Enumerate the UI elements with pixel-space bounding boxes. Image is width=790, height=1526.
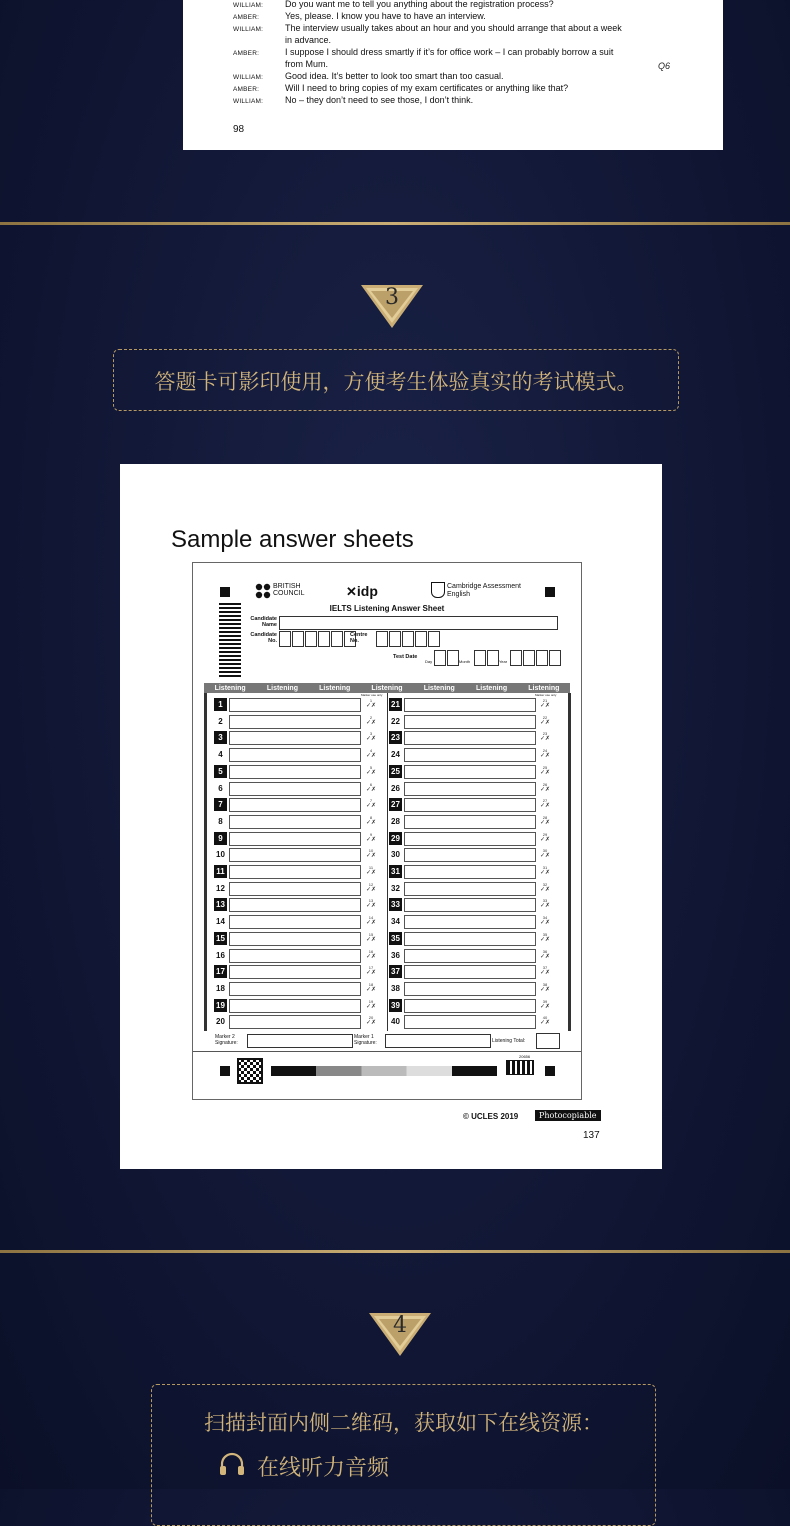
tick-cross-icon: ✓✗ <box>539 786 551 793</box>
day-boxes <box>434 650 460 668</box>
marker-number: 20 <box>368 1015 374 1021</box>
tick-cross-icon: ✓✗ <box>539 753 551 760</box>
marker-number: 4 <box>369 748 373 754</box>
question-number: 21 <box>389 698 402 711</box>
answer-box[interactable] <box>229 815 361 829</box>
answer-sheet <box>192 562 582 1100</box>
marker-tick-box <box>363 932 379 946</box>
tick-cross-icon: ✓✗ <box>365 836 377 843</box>
question-number: 22 <box>389 715 402 728</box>
tick-cross-icon: ✓✗ <box>365 719 377 726</box>
listening-band <box>204 683 570 693</box>
tick-cross-icon: ✓✗ <box>365 870 377 876</box>
marker-number: 39 <box>542 998 548 1004</box>
answer-box[interactable] <box>404 999 536 1013</box>
question-number: 15 <box>214 932 227 945</box>
marker-number: 3 <box>369 731 373 737</box>
candidate-no-boxes <box>279 631 357 649</box>
answer-box[interactable] <box>229 949 361 963</box>
page-number: 137 <box>583 1130 600 1141</box>
tick-cross-icon: ✓✗ <box>365 803 377 810</box>
dialogue-text: No – they don’t need to see those, I don’t think. <box>285 95 474 105</box>
marker-tick-box <box>537 715 553 729</box>
answer-box[interactable] <box>404 832 536 846</box>
marker-tick-box <box>363 848 379 862</box>
centre-no-boxes <box>376 631 441 649</box>
listening-band-label: Listening <box>319 684 351 692</box>
question-number: 13 <box>214 898 227 911</box>
sample-page <box>120 464 662 1169</box>
marker-tick-box <box>363 982 379 996</box>
answer-box[interactable] <box>229 982 361 996</box>
marker-tick-box <box>363 782 379 796</box>
marker-tick-box <box>363 715 379 729</box>
marker-tick-box <box>363 798 379 812</box>
marker-tick-box <box>363 815 379 829</box>
answer-box[interactable] <box>404 731 536 745</box>
marker-tick-box <box>363 748 379 762</box>
tick-cross-icon: ✓✗ <box>539 920 551 927</box>
corner-mark <box>545 1066 555 1076</box>
tick-cross-icon: ✓✗ <box>539 836 551 843</box>
marker-number: 35 <box>542 931 548 937</box>
answer-box[interactable] <box>229 698 361 712</box>
marker-number: 32 <box>542 881 548 887</box>
divider-line <box>0 222 790 225</box>
marker-tick-box <box>537 965 553 979</box>
marker1-field <box>385 1034 491 1048</box>
marker-tick-box <box>537 1015 553 1029</box>
question-number: 24 <box>389 748 402 761</box>
section-4-caption: 扫描封面内侧二维码，获取如下在线资源： <box>204 1411 603 1435</box>
answer-box[interactable] <box>404 815 536 829</box>
marker-tick-box <box>537 765 553 779</box>
day-label: Day <box>425 659 433 664</box>
question-number: 38 <box>389 982 402 995</box>
question-number: 14 <box>214 915 227 928</box>
marker-number: 7 <box>369 798 373 804</box>
question-number: 12 <box>214 882 227 895</box>
tick-cross-icon: ✓✗ <box>539 870 551 876</box>
answer-box[interactable] <box>229 898 361 912</box>
serial-code-icon <box>507 1061 533 1074</box>
marker-tick-box <box>537 999 553 1013</box>
marker-number: 15 <box>368 931 374 937</box>
marker-tick-box <box>537 782 553 796</box>
sheet-heading: IELTS Listening Answer Sheet <box>329 604 445 613</box>
question-number: 3 <box>214 731 227 744</box>
marker2-field <box>247 1034 353 1048</box>
answer-box[interactable] <box>404 965 536 979</box>
marker-tick-box <box>537 748 553 762</box>
tick-cross-icon: ✓✗ <box>365 1020 377 1027</box>
question-number: 36 <box>389 949 402 962</box>
marker-number: 37 <box>542 965 548 971</box>
answer-box[interactable] <box>404 748 536 762</box>
section-number: 3 <box>385 285 399 310</box>
left-rule <box>204 693 207 1031</box>
marker2-label: Marker 2 Signature: <box>215 1034 238 1046</box>
tick-cross-icon: ✓✗ <box>365 769 377 776</box>
year-boxes <box>510 650 562 668</box>
question-number: 19 <box>214 999 227 1012</box>
answer-box[interactable] <box>229 782 361 796</box>
listening-band-label: Listening <box>528 684 560 692</box>
answer-box[interactable] <box>404 882 536 896</box>
cambridge-shield-icon <box>431 582 445 598</box>
marker-number: 38 <box>542 981 548 987</box>
answer-box[interactable] <box>229 1015 361 1029</box>
answer-box[interactable] <box>229 999 361 1013</box>
tick-cross-icon: ✓✗ <box>365 1003 377 1010</box>
tick-cross-icon: ✓✗ <box>539 736 551 743</box>
marker-tick-box <box>537 982 553 996</box>
answer-box[interactable] <box>229 731 361 745</box>
marker-tick-box <box>537 832 553 846</box>
marker-tick-box <box>537 915 553 929</box>
tick-cross-icon: ✓✗ <box>539 986 551 993</box>
tick-cross-icon: ✓✗ <box>539 769 551 776</box>
marker-only-right: Marker use only <box>535 693 557 697</box>
tick-cross-icon: ✓✗ <box>539 970 551 977</box>
candidate-no-label: Candidate No. <box>250 632 277 644</box>
speaker-label: AMBER: <box>233 86 260 93</box>
tick-cross-icon: ✓✗ <box>365 986 377 993</box>
answer-box[interactable] <box>404 782 536 796</box>
question-number: 9 <box>214 832 227 845</box>
question-number: 4 <box>214 748 227 761</box>
answer-box[interactable] <box>229 798 361 812</box>
marker-number: 9 <box>369 831 373 837</box>
question-number: 34 <box>389 915 402 928</box>
marker-tick-box <box>363 1015 379 1029</box>
marker-tick-box <box>363 949 379 963</box>
tick-cross-icon: ✓✗ <box>539 853 551 860</box>
answer-box[interactable] <box>404 949 536 963</box>
tick-cross-icon: ✓✗ <box>365 953 377 960</box>
question-number: 16 <box>214 949 227 962</box>
serial-number: 20656 <box>519 1054 531 1059</box>
tick-cross-icon: ✓✗ <box>539 903 551 910</box>
marker-number: 27 <box>542 798 548 804</box>
dialogue-text: The interview usually takes about an hour and you should arrange that about a week in advance. <box>285 23 622 45</box>
question-number: 11 <box>214 865 227 878</box>
dialogue-text: Yes, please. I know you have to have an interview. <box>285 11 486 21</box>
british-council-logo <box>255 583 271 599</box>
marker-number: 33 <box>542 898 548 904</box>
right-rule <box>568 693 571 1031</box>
answer-box[interactable] <box>404 932 536 946</box>
marker-number: 25 <box>542 764 548 770</box>
marker-number: 22 <box>542 714 548 720</box>
marker-number: 6 <box>369 781 373 787</box>
tick-cross-icon: ✓✗ <box>365 753 377 760</box>
answer-box[interactable] <box>404 898 536 912</box>
marker-number: 24 <box>542 748 548 754</box>
answer-box[interactable] <box>229 932 361 946</box>
caption-box <box>113 349 679 411</box>
question-number: 27 <box>389 798 402 811</box>
marker-tick-box <box>363 698 379 712</box>
marker-number: 13 <box>368 898 374 904</box>
marker-number: 16 <box>368 948 374 954</box>
idp-symbol-icon: ✕ <box>346 584 357 599</box>
marker-number: 5 <box>369 764 373 770</box>
question-number: 28 <box>389 815 402 828</box>
dialogue-text: Good idea. It’s better to look too smart than too casual. <box>285 71 504 81</box>
marker-tick-box <box>537 731 553 745</box>
section-4-badge <box>368 1311 432 1357</box>
month-boxes <box>474 650 500 668</box>
tick-cross-icon: ✓✗ <box>365 736 377 743</box>
photocopiable-badge: Photocopiable <box>535 1110 601 1121</box>
tick-cross-icon: ✓✗ <box>539 819 551 826</box>
listening-total-label: Listening Total: <box>492 1038 526 1044</box>
resources-box <box>151 1384 656 1526</box>
corner-mark <box>220 587 230 597</box>
marker-tick-box <box>537 848 553 862</box>
marker-tick-box <box>537 698 553 712</box>
answer-box[interactable] <box>229 848 361 862</box>
question-number: 25 <box>389 765 402 778</box>
marker-tick-box <box>363 965 379 979</box>
section-3-caption: 答题卡可影印使用，方便考生体验真实的考试模式。 <box>154 370 638 394</box>
question-number: 2 <box>214 715 227 728</box>
marker-number: 36 <box>542 948 548 954</box>
section-number: 4 <box>393 1313 407 1338</box>
question-number: 31 <box>389 865 402 878</box>
answer-box[interactable] <box>404 715 536 729</box>
marker-number: 18 <box>368 981 374 987</box>
tick-cross-icon: ✓✗ <box>365 936 377 943</box>
question-number: 20 <box>214 1015 227 1028</box>
question-number: 23 <box>389 731 402 744</box>
answer-box[interactable] <box>229 715 361 729</box>
answer-box[interactable] <box>229 882 361 896</box>
marker-number: 29 <box>542 831 548 837</box>
question-number: 10 <box>214 848 227 861</box>
marker-number: 14 <box>368 915 374 921</box>
speaker-label: WILLIAM: <box>233 98 264 105</box>
test-date-label: Test Date <box>393 654 418 660</box>
question-number: 32 <box>389 882 402 895</box>
british-council-text: BRITISH COUNCIL <box>273 583 305 597</box>
speaker-label: AMBER: <box>233 50 260 57</box>
dialogue-text: I suppose I should dress smartly if it’s for office work – I can probably borrow a suit from Mum. <box>285 47 614 69</box>
copyright: © UCLES 2019 <box>463 1112 519 1121</box>
marker-number: 26 <box>542 781 548 787</box>
question-number: 26 <box>389 782 402 795</box>
answer-box[interactable] <box>229 765 361 779</box>
marker1-label: Marker 1 Signature: <box>354 1034 377 1046</box>
question-number: 5 <box>214 765 227 778</box>
answer-box[interactable] <box>404 915 536 929</box>
marker-number: 40 <box>542 1015 548 1021</box>
listening-band-label: Listening <box>423 684 455 692</box>
answer-box[interactable] <box>404 798 536 812</box>
footer-rule <box>193 1051 581 1052</box>
marker-number: 17 <box>368 965 374 971</box>
tick-cross-icon: ✓✗ <box>539 1003 551 1010</box>
marker-number: 28 <box>542 814 548 820</box>
headphones-icon <box>218 1451 246 1477</box>
tick-cross-icon: ✓✗ <box>539 953 551 960</box>
answer-box[interactable] <box>229 832 361 846</box>
resource-item-audio: 在线听力音频 <box>257 1456 390 1481</box>
speaker-label: WILLIAM: <box>233 26 264 33</box>
marker-only-left: Marker use only <box>361 693 383 697</box>
question-number: 1 <box>214 698 227 711</box>
marker-tick-box <box>537 882 553 896</box>
listening-band-label: Listening <box>371 684 403 692</box>
marker-number: 1 <box>369 698 373 703</box>
answer-box[interactable] <box>404 865 536 879</box>
candidate-name-label: Candidate Name <box>250 616 277 628</box>
marker-tick-box <box>363 765 379 779</box>
dialogue-text: Do you want me to tell you anything about the registration process? <box>285 0 554 9</box>
tick-cross-icon: ✓✗ <box>539 719 551 726</box>
marker-tick-box <box>537 798 553 812</box>
answer-box[interactable] <box>404 982 536 996</box>
answer-box[interactable] <box>404 765 536 779</box>
page-number: 98 <box>233 124 245 135</box>
marker-tick-box <box>537 932 553 946</box>
listening-band-label: Listening <box>214 684 246 692</box>
listening-band-label: Listening <box>475 684 508 692</box>
marker-tick-box <box>537 949 553 963</box>
tick-cross-icon: ✓✗ <box>539 803 551 810</box>
marker-tick-box <box>363 731 379 745</box>
question-number: 39 <box>389 999 402 1012</box>
marker-number: 10 <box>368 848 374 854</box>
month-label: Month <box>459 659 471 664</box>
tick-cross-icon: ✓✗ <box>365 819 377 826</box>
barcode-strip <box>219 603 241 679</box>
question-number: 33 <box>389 898 402 911</box>
listening-band-label: Listening <box>266 684 298 692</box>
speaker-label: AMBER: <box>233 14 260 21</box>
marker-number: 21 <box>542 698 548 703</box>
idp-logo: ✕idp <box>346 583 378 599</box>
marker-number: 12 <box>368 881 374 887</box>
dialogue-text: Will I need to bring copies of my exam certificates or anything like that? <box>285 83 569 93</box>
answer-box[interactable] <box>404 698 536 712</box>
listening-total-field <box>536 1033 560 1049</box>
marker-number: 19 <box>368 998 374 1004</box>
marker-number: 31 <box>542 865 548 870</box>
tick-cross-icon: ✓✗ <box>365 853 377 860</box>
center-rule <box>387 693 388 1031</box>
question-number: 29 <box>389 832 402 845</box>
question-number: 7 <box>214 798 227 811</box>
question-number: 35 <box>389 932 402 945</box>
corner-mark <box>220 1066 230 1076</box>
answer-box[interactable] <box>229 748 361 762</box>
section-3-badge <box>360 283 424 329</box>
question-number: 18 <box>214 982 227 995</box>
question-number: 40 <box>389 1015 402 1028</box>
tick-cross-icon: ✓✗ <box>365 886 377 893</box>
marker-tick-box <box>363 915 379 929</box>
question-number: 30 <box>389 848 402 861</box>
marker-number: 34 <box>542 915 548 921</box>
tick-cross-icon: ✓✗ <box>539 886 551 893</box>
question-label: Q6 <box>658 61 671 71</box>
question-number: 37 <box>389 965 402 978</box>
marker-number: 30 <box>542 848 548 854</box>
answer-box[interactable] <box>229 915 361 929</box>
corner-mark <box>545 587 555 597</box>
tick-cross-icon: ✓✗ <box>539 936 551 943</box>
candidate-name-field <box>279 616 558 630</box>
tick-cross-icon: ✓✗ <box>539 703 551 709</box>
marker-number: 23 <box>542 731 548 737</box>
tick-cross-icon: ✓✗ <box>365 903 377 910</box>
marker-tick-box <box>537 898 553 912</box>
grey-scale-bar <box>271 1066 497 1076</box>
question-number: 17 <box>214 965 227 978</box>
answer-box[interactable] <box>404 848 536 862</box>
dialogue-page <box>183 0 723 150</box>
divider-line <box>0 1250 790 1253</box>
speaker-label: WILLIAM: <box>233 74 264 81</box>
answer-box[interactable] <box>229 965 361 979</box>
tick-cross-icon: ✓✗ <box>365 970 377 977</box>
marker-tick-box <box>363 865 379 879</box>
answer-box[interactable] <box>229 865 361 879</box>
speaker-label: WILLIAM: <box>233 2 264 9</box>
marker-number: 2 <box>369 714 373 720</box>
year-label: Year <box>499 659 508 664</box>
marker-tick-box <box>537 815 553 829</box>
marker-number: 11 <box>368 865 374 870</box>
tick-cross-icon: ✓✗ <box>539 1020 551 1027</box>
tick-cross-icon: ✓✗ <box>365 920 377 927</box>
qr-code-icon <box>238 1059 262 1083</box>
marker-tick-box <box>363 898 379 912</box>
marker-tick-box <box>363 832 379 846</box>
question-number: 8 <box>214 815 227 828</box>
tick-cross-icon: ✓✗ <box>365 786 377 793</box>
marker-tick-box <box>537 865 553 879</box>
cambridge-text: Cambridge Assessment English <box>447 583 521 598</box>
centre-no-label: Centre No. <box>350 632 368 644</box>
marker-number: 8 <box>369 814 373 820</box>
question-number: 6 <box>214 782 227 795</box>
marker-tick-box <box>363 999 379 1013</box>
tick-cross-icon: ✓✗ <box>365 703 377 709</box>
marker-tick-box <box>363 882 379 896</box>
answer-box[interactable] <box>404 1015 536 1029</box>
sample-title: Sample answer sheets <box>171 526 414 553</box>
